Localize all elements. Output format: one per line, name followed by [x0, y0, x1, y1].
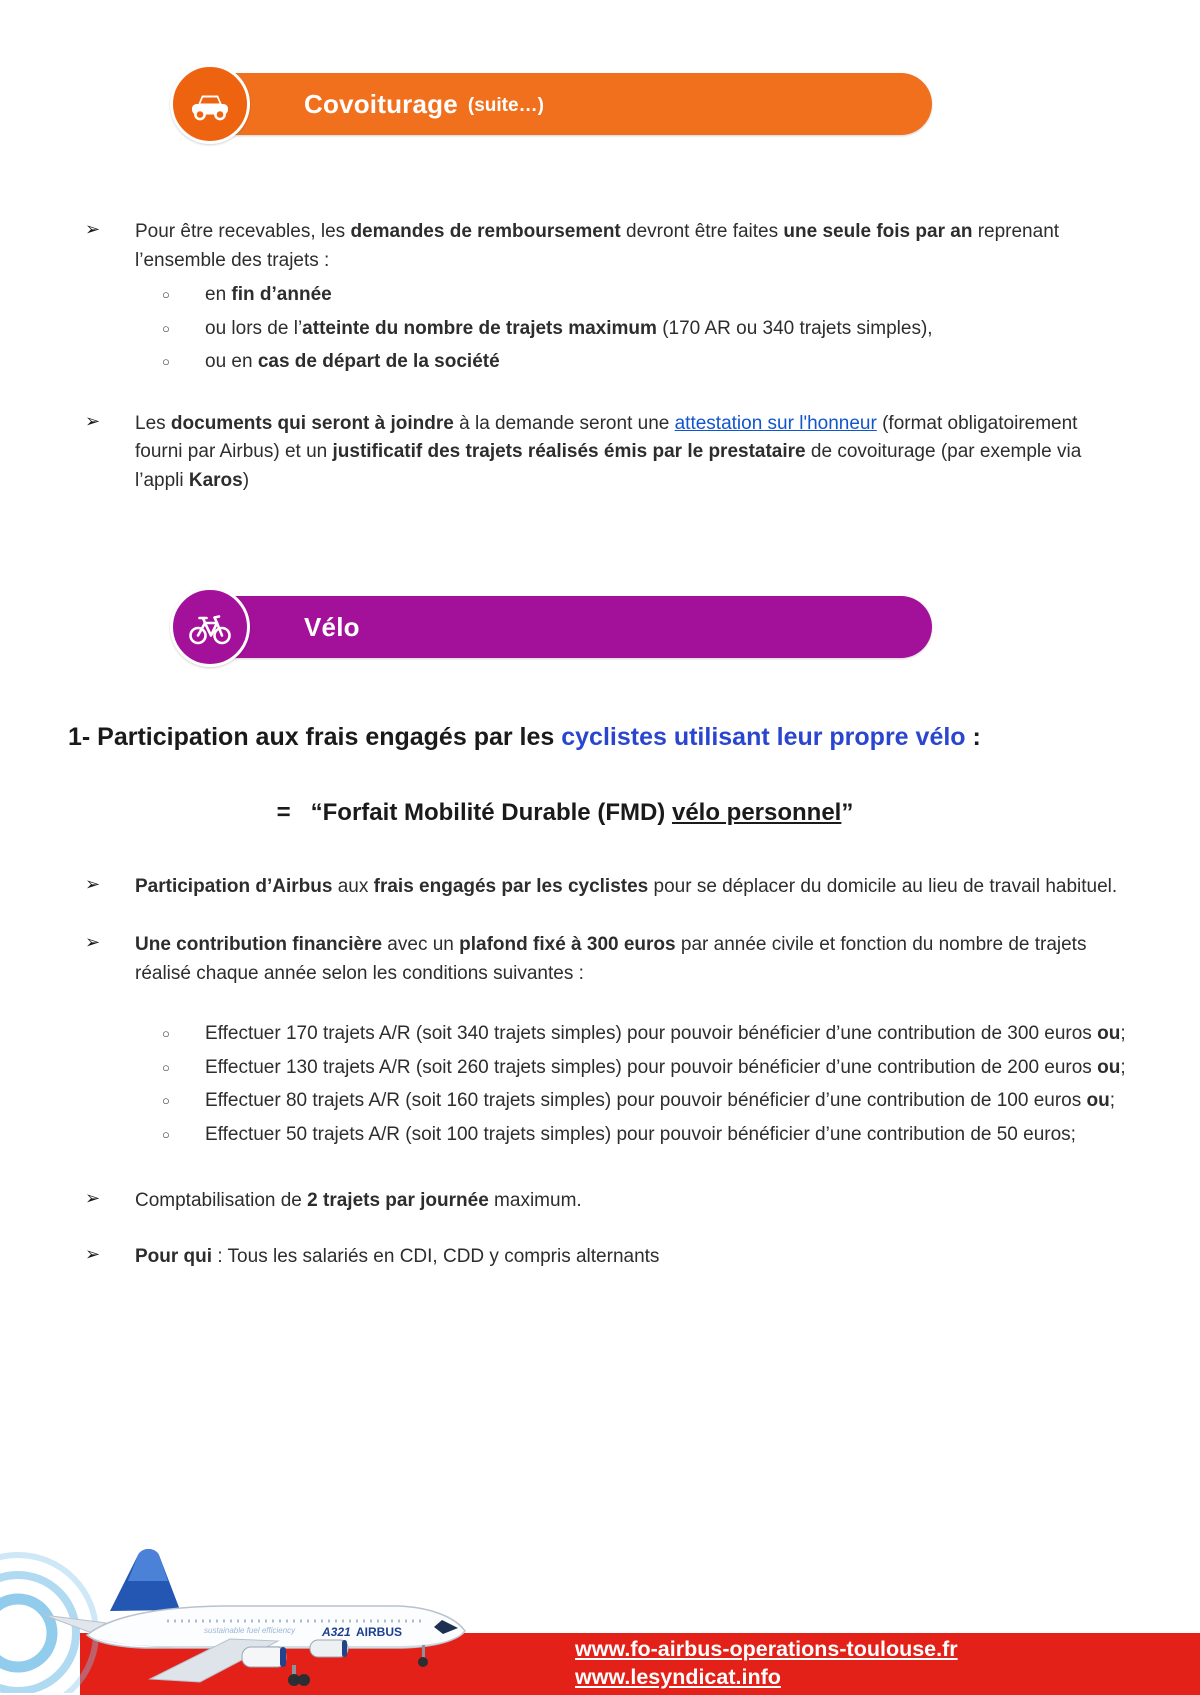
sub-paragraph: [205, 1121, 1127, 1149]
text-run: ou lors de l’: [205, 317, 303, 339]
attestation-link[interactable]: attestation sur l'honneur: [674, 412, 877, 434]
text-run: ou: [1097, 1056, 1121, 1078]
footer-link-lesyndicat[interactable]: www.lesyndicat.info: [575, 1665, 781, 1689]
text-run: 1- Participation aux frais engagés par les: [68, 723, 562, 752]
bullet-pour-qui-body: [135, 1243, 1127, 1272]
bullet-contribution: [85, 931, 1127, 1148]
bullet-comptabilisation: [85, 1187, 1127, 1216]
circle-bullet-marker: ○: [162, 320, 170, 336]
section-heading-fmd: [68, 721, 1160, 755]
text-run: ): [242, 469, 250, 491]
text-run: 2 trajets par journée: [307, 1189, 489, 1211]
bicycle-icon: [170, 587, 250, 667]
arrow-bullet-marker: ➢: [85, 1244, 101, 1265]
bullet-documents-body: [135, 410, 1127, 496]
text-run: demandes de remboursement: [350, 221, 621, 242]
text-run: Une contribution financière: [135, 934, 383, 956]
text-run: Participation d’Airbus: [135, 875, 333, 897]
svg-text:A321: A321: [322, 1625, 351, 1639]
sub-paragraph: [205, 1087, 1127, 1115]
sub-bullet-50-trajets: [135, 1121, 1127, 1149]
sub-bullet-130-trajets: [135, 1054, 1127, 1082]
text-run: cas de départ de la société: [257, 351, 500, 373]
svg-text:sustainable fuel efficiency: sustainable fuel efficiency: [204, 1626, 296, 1635]
text-run: ”: [841, 798, 854, 826]
text-run: justificatif des trajets réalisés émis par le prestataire: [332, 441, 806, 463]
sub-bullet-80-trajets: [135, 1087, 1127, 1115]
fmd-subtitle: [0, 799, 1130, 827]
sub-paragraph: [205, 315, 1127, 343]
text-run: ou: [1097, 1023, 1121, 1045]
covoiturage-banner-pill: [192, 73, 932, 135]
sub-paragraph: [205, 1054, 1127, 1082]
circle-bullet-marker: ○: [162, 287, 170, 302]
circle-bullet-marker: ○: [162, 1093, 170, 1109]
arrow-bullet-marker: ➢: [85, 410, 101, 431]
covoiturage-banner-title: Covoiturage: [304, 88, 458, 119]
text-run: Effectuer 130 trajets A/R (soit 260 trajets simples) pour pouvoir bénéficier d’une contribution de 200 euros: [205, 1056, 1098, 1078]
paragraph-documents: [135, 410, 1127, 496]
text-run: frais engagés par les cyclistes: [373, 875, 649, 897]
text-run: ou: [1086, 1090, 1110, 1112]
paragraph-pour-qui: [135, 1243, 1127, 1272]
text-run: en: [205, 284, 232, 305]
text-run: :: [965, 723, 981, 752]
text-run: fin d’année: [231, 284, 332, 305]
velo-banner: [170, 587, 932, 667]
sub-bullet-170-trajets: [135, 1020, 1127, 1048]
text-run: ;: [1109, 1090, 1116, 1112]
bullet-contribution-body: [135, 931, 1127, 1148]
text-run: ;: [1120, 1056, 1126, 1078]
velo-banner-title: Vélo: [304, 611, 360, 642]
paragraph-remboursement: [135, 218, 1127, 275]
text-run: cyclistes utilisant leur propre vélo: [561, 723, 966, 752]
text-run: plafond fixé à 300 euros: [459, 934, 676, 956]
bullet-participation-body: [135, 873, 1127, 902]
bullet-pour-qui: [85, 1243, 1127, 1272]
text-run: aux: [332, 875, 374, 897]
paragraph-comptabilisation: [135, 1187, 1127, 1216]
bullet-remboursement: [85, 218, 1127, 376]
bullet-participation-airbus: [85, 873, 1127, 902]
car-icon: [170, 64, 250, 144]
circle-bullet-marker: ○: [162, 354, 170, 370]
footer-link-fo-airbus[interactable]: www.fo-airbus-operations-toulouse.fr: [575, 1637, 958, 1661]
text-run: Pour être recevables, les: [135, 221, 351, 242]
text-run: ou en: [205, 351, 258, 373]
footer-links: [575, 1635, 958, 1691]
circle-bullet-marker: ○: [162, 1059, 170, 1075]
airbus-plane-image: [0, 1541, 502, 1693]
paragraph-contribution: [135, 931, 1127, 988]
text-run: maximum.: [488, 1189, 582, 1211]
svg-text:AIRBUS: AIRBUS: [356, 1625, 403, 1639]
text-run: devront être faites: [620, 221, 784, 242]
velo-banner-pill: [192, 596, 932, 658]
text-run: Les: [135, 412, 171, 434]
text-run: Effectuer 80 trajets A/R (soit 160 trajets simples) pour pouvoir bénéficier d’une contribution de 100 euros: [205, 1090, 1087, 1112]
text-run: Effectuer 50 trajets A/R (soit 100 trajets simples) pour pouvoir bénéficier d’une contribution de 50 euros;: [205, 1124, 1076, 1146]
text-run: (format obligatoirement fourni par Airbus) et un: [135, 412, 1078, 463]
circle-bullet-marker: ○: [162, 1127, 170, 1143]
text-run: (170 AR ou 340 trajets simples),: [656, 317, 933, 339]
text-run: Comptabilisation de: [135, 1189, 308, 1211]
arrow-bullet-marker: ➢: [85, 1187, 101, 1208]
text-run: = “Forfait Mobilité Durable (FMD): [276, 798, 672, 826]
circle-bullet-marker: ○: [162, 1026, 170, 1042]
covoiturage-banner-suffix: (suite…): [467, 94, 544, 116]
text-run: à la demande seront une: [453, 412, 675, 434]
text-run: documents qui seront à joindre: [170, 412, 454, 434]
bullet-comptabilisation-body: [135, 1187, 1127, 1216]
bullet-documents: [85, 410, 1127, 496]
bullet-remboursement-body: [135, 218, 1127, 376]
text-run: Pour qui: [135, 1246, 213, 1268]
paragraph-participation: [135, 873, 1127, 902]
sub-paragraph: [205, 348, 1127, 376]
text-run: une seule fois par an: [783, 221, 973, 242]
text-run: Karos: [188, 469, 243, 491]
sub-paragraph: [205, 1020, 1127, 1048]
sub-bullet-trajets-max: [135, 315, 1127, 343]
text-run: ;: [1120, 1023, 1126, 1045]
text-run: : Tous les salariés en CDI, CDD y compris alternants: [212, 1246, 660, 1268]
arrow-bullet-marker: ➢: [85, 873, 101, 894]
text-run: de covoiturage (par exemple via l’appli: [135, 441, 1082, 491]
sub-bullet-depart-societe: [135, 348, 1127, 376]
text-run: par année civile et fonction du nombre de trajets réalisé chaque année selon les conditions suivantes :: [135, 934, 1087, 984]
text-run: reprenant l’ensemble des trajets :: [135, 221, 1060, 271]
text-run: atteinte du nombre de trajets maximum: [302, 317, 657, 339]
text-run: pour se déplacer du domicile au lieu de travail habituel.: [648, 875, 1118, 897]
arrow-bullet-marker: ➢: [85, 219, 101, 239]
arrow-bullet-marker: ➢: [85, 932, 101, 953]
text-run: Effectuer 170 trajets A/R (soit 340 trajets simples) pour pouvoir bénéficier d’une contribution de 300 euros: [205, 1023, 1098, 1045]
text-run: avec un: [382, 934, 460, 956]
sub-bullet-fin-annee: [135, 281, 1127, 309]
text-run: vélo personnel: [671, 798, 842, 826]
covoiturage-banner: [170, 64, 932, 144]
sub-paragraph: [205, 281, 1127, 309]
